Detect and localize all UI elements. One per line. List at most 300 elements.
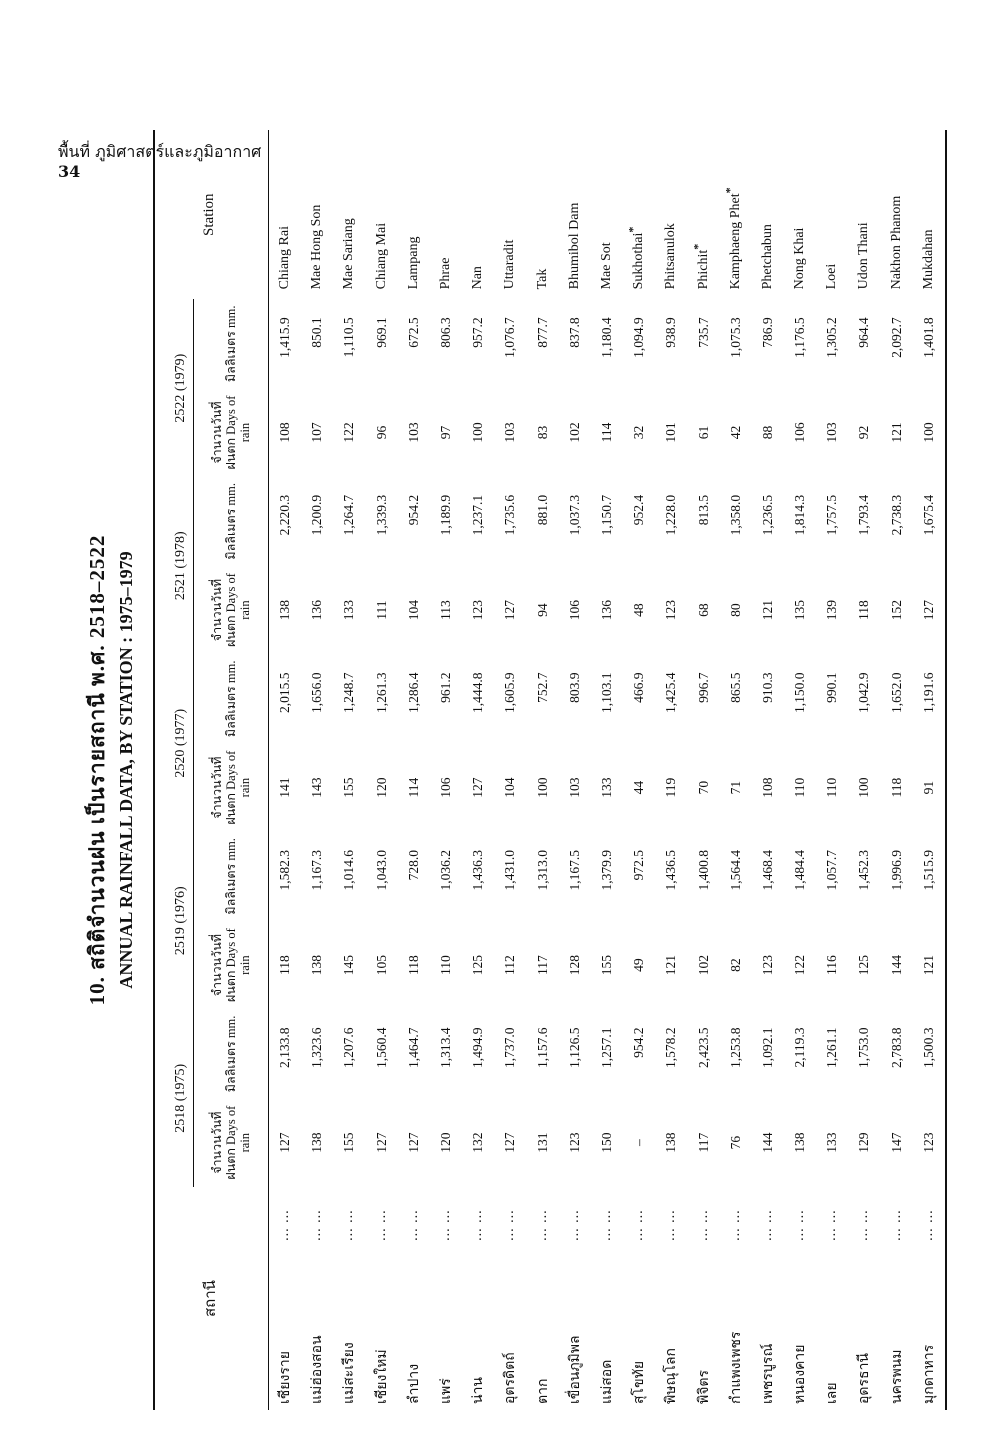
days-of-rain-cell: 122 xyxy=(341,422,357,443)
station-english-cell xyxy=(913,130,946,299)
leader-dots: ... ... xyxy=(824,1209,840,1241)
rainfall-mm-cell: 1,176.5 xyxy=(792,317,808,358)
rainfall-mm-cell: 1,757.5 xyxy=(824,494,840,536)
rainfall-mm-cell: 1,425.4 xyxy=(663,672,679,713)
days-of-rain-cell: 106 xyxy=(566,599,582,621)
table-row xyxy=(430,130,462,1410)
rainfall-mm-cell: 752.7 xyxy=(534,672,550,703)
rainfall-mm-cell: 806.3 xyxy=(438,317,454,348)
rainfall-mm-cell: 2,783.8 xyxy=(888,1027,904,1069)
days-of-rain-cell: 76 xyxy=(727,1135,743,1150)
year-header: 2522 (1979) xyxy=(154,299,194,477)
rainfall-mm-cell: 803.9 xyxy=(566,672,582,703)
station-thai-name: อุดรธานี xyxy=(857,1353,873,1404)
station-thai-name: เชียงราย xyxy=(278,1351,294,1404)
rainfall-mm-cell: 1,484.4 xyxy=(792,849,808,891)
rainfall-table xyxy=(153,130,947,1410)
rainfall-mm-cell: 1,515.9 xyxy=(913,832,946,921)
rainfall-mm-cell: 1,189.9 xyxy=(438,494,454,536)
table-row xyxy=(366,130,398,1410)
station-thai-name: เลย xyxy=(825,1382,841,1404)
mm-header: มิลลิเมตร mm. xyxy=(194,832,269,921)
table-row xyxy=(494,130,526,1410)
rainfall-mm-cell: 1,207.6 xyxy=(341,1027,357,1069)
days-of-rain-cell: 121 xyxy=(913,921,946,1010)
days-of-rain-cell: 123 xyxy=(663,599,679,621)
rainfall-mm-cell: 1,313.0 xyxy=(534,849,550,891)
rainfall-mm-cell: 1,339.3 xyxy=(373,494,389,536)
days-of-rain-cell: 68 xyxy=(695,603,711,617)
rainfall-mm-cell: 1,200.9 xyxy=(309,494,325,536)
rainfall-mm-cell: 1,401.8 xyxy=(913,299,946,388)
days-of-rain-cell: 117 xyxy=(695,1132,711,1153)
mm-header: มิลลิเมตร mm. xyxy=(194,477,269,566)
station-english-name: Tak xyxy=(534,268,550,290)
days-of-rain-cell: 104 xyxy=(502,777,518,798)
days-of-rain-cell: 123 xyxy=(470,599,486,621)
rainfall-mm-cell: 786.9 xyxy=(759,317,775,348)
days-of-rain-cell: 133 xyxy=(341,599,357,621)
days-of-rain-cell: 96 xyxy=(373,425,389,440)
station-thai-name: เชียงใหม่ xyxy=(374,1349,390,1404)
station-thai-name: กำแพงเพชร xyxy=(728,1331,744,1404)
rainfall-mm-cell: 1,996.9 xyxy=(888,849,904,891)
table-row xyxy=(527,130,559,1410)
days-of-rain-cell: 118 xyxy=(888,777,904,798)
rainfall-mm-cell: 1,305.2 xyxy=(824,317,840,358)
rotated-table-page xyxy=(75,130,937,1410)
station-thai-name: แม่สะเรียง xyxy=(342,1342,358,1404)
rainfall-mm-cell: 1,358.0 xyxy=(727,494,743,536)
rainfall-mm-cell: 1,014.6 xyxy=(341,849,357,891)
days-of-rain-cell: 123 xyxy=(759,955,775,976)
rainfall-mm-cell: 1,043.0 xyxy=(373,849,389,891)
rainfall-mm-cell: 961.2 xyxy=(438,672,454,703)
station-english-name: Mae Sot xyxy=(598,242,614,290)
days-of-rain-cell: 88 xyxy=(759,425,775,440)
days-of-rain-cell: 138 xyxy=(277,599,293,621)
rainfall-mm-cell: 996.7 xyxy=(695,672,711,703)
station-thai-name: น่าน xyxy=(471,1376,487,1404)
days-of-rain-cell: 114 xyxy=(598,422,614,443)
mm-header: มิลลิเมตร mm. xyxy=(194,299,269,388)
days-of-rain-cell: 139 xyxy=(824,599,840,621)
station-english-cell xyxy=(623,130,655,299)
station-english-cell xyxy=(784,130,816,299)
rainfall-mm-cell: 1,257.1 xyxy=(598,1027,614,1069)
days-of-rain-cell: 102 xyxy=(566,422,582,443)
station-english-name: Phetchabun xyxy=(759,224,775,290)
leader-dots: ... ... xyxy=(663,1209,679,1241)
table-row xyxy=(559,130,591,1410)
rainfall-mm-cell: 1,452.3 xyxy=(856,849,872,891)
rainfall-mm-cell: 1,400.8 xyxy=(695,849,711,891)
leader-dots: ... ... xyxy=(566,1209,582,1241)
leader-dots: ... ... xyxy=(631,1209,647,1241)
rainfall-mm-cell: 972.5 xyxy=(631,849,647,881)
rainfall-mm-cell: 1,753.0 xyxy=(856,1027,872,1069)
rainfall-mm-cell: 1,126.5 xyxy=(566,1027,582,1069)
table-row xyxy=(623,130,655,1410)
station-thai-name: ตาก xyxy=(535,1378,551,1404)
rainfall-mm-cell: 813.5 xyxy=(695,494,711,526)
days-of-rain-cell: 131 xyxy=(534,1132,550,1153)
leader-dots: ... ... xyxy=(759,1209,775,1241)
days-of-rain-cell: 42 xyxy=(727,425,743,440)
table-row xyxy=(881,130,913,1410)
days-of-rain-cell: 155 xyxy=(341,777,357,798)
station-english-name: Mae Hong Son xyxy=(309,204,325,290)
table-title-english: ANNUAL RAINFALL DATA, BY STATION : 1975–1979 xyxy=(116,551,136,989)
days-of-rain-cell: 127 xyxy=(277,1132,293,1153)
days-of-rain-cell: 150 xyxy=(598,1132,614,1153)
rainfall-mm-cell: 1,468.4 xyxy=(759,849,775,891)
table-row xyxy=(398,130,430,1410)
table-row xyxy=(462,130,494,1410)
station-thai-name: อุตรดิตถ์ xyxy=(503,1352,519,1404)
days-of-rain-cell: 152 xyxy=(888,599,904,621)
days-of-rain-cell: 144 xyxy=(888,955,904,976)
days-of-rain-cell: 32 xyxy=(631,425,647,440)
station-english-name: Phrae xyxy=(438,257,454,290)
days-of-rain-cell: 112 xyxy=(502,955,518,976)
rainfall-mm-cell: 2,738.3 xyxy=(888,494,904,536)
station-thai-name: พิจิตร xyxy=(696,1369,712,1404)
days-of-rain-cell: 155 xyxy=(341,1132,357,1153)
days-of-rain-cell: 144 xyxy=(759,1132,775,1153)
days-of-rain-cell: 83 xyxy=(534,425,550,440)
days-of-rain-cell: 117 xyxy=(534,955,550,976)
rainfall-mm-cell: 990.1 xyxy=(824,672,840,703)
station-english-cell xyxy=(816,130,848,299)
days-of-rain-cell: 103 xyxy=(502,422,518,443)
station-english-cell xyxy=(398,130,430,299)
rainfall-mm-cell: 877.7 xyxy=(534,317,550,348)
days-of-rain-cell: 100 xyxy=(856,777,872,798)
days-of-rain-cell: – xyxy=(631,1139,647,1147)
days-of-rain-cell: 147 xyxy=(888,1132,904,1153)
rainfall-mm-cell: 1,150.7 xyxy=(598,494,614,536)
rainfall-mm-cell: 1,036.2 xyxy=(438,849,454,891)
rainfall-mm-cell: 1,379.9 xyxy=(598,849,614,891)
days-of-rain-cell: 138 xyxy=(309,1132,325,1153)
rainfall-mm-cell: 1,814.3 xyxy=(792,494,808,536)
rainfall-mm-cell: 954.2 xyxy=(405,494,421,526)
days-of-rain-cell: 71 xyxy=(727,780,743,795)
days-of-rain-header: จำนวนวันที่ ฝนตก Days of rain xyxy=(194,921,269,1010)
station-english-name: Chiang Mai xyxy=(373,222,389,290)
table-row xyxy=(913,130,946,1410)
days-of-rain-cell: 80 xyxy=(727,603,743,617)
rainfall-mm-cell: 1,578.2 xyxy=(663,1027,679,1069)
rainfall-mm-cell: 672.5 xyxy=(405,317,421,348)
days-of-rain-cell: 111 xyxy=(373,600,389,620)
days-of-rain-cell: 49 xyxy=(631,958,647,972)
days-of-rain-cell: 127 xyxy=(913,566,946,655)
days-of-rain-cell: 48 xyxy=(631,603,647,617)
table-row xyxy=(655,130,687,1410)
leader-dots: ... ... xyxy=(888,1209,904,1241)
rainfall-mm-cell: 1,652.0 xyxy=(888,672,904,713)
days-of-rain-cell: 91 xyxy=(913,743,946,832)
rainfall-mm-cell: 1,582.3 xyxy=(277,849,293,891)
station-english-cell xyxy=(333,130,365,299)
days-of-rain-cell: 145 xyxy=(341,955,357,976)
station-thai-name: นครพนม xyxy=(889,1349,905,1404)
rainfall-mm-cell: 1,436.3 xyxy=(470,849,486,891)
days-of-rain-cell: 116 xyxy=(824,955,840,976)
rainfall-mm-cell: 1,092.1 xyxy=(759,1027,775,1069)
station-english-cell xyxy=(591,130,623,299)
leader-dots: ... ... xyxy=(438,1209,454,1241)
rainfall-mm-cell: 1,075.3 xyxy=(727,317,743,358)
table-row xyxy=(333,130,365,1410)
rainfall-mm-cell: 2,133.8 xyxy=(277,1027,293,1069)
days-of-rain-cell: 110 xyxy=(792,777,808,798)
station-english-cell xyxy=(752,130,784,299)
days-of-rain-cell: 138 xyxy=(792,1132,808,1153)
leader-dots: ... ... xyxy=(277,1209,293,1241)
rainfall-mm-cell: 1,237.1 xyxy=(470,494,486,536)
station-thai-name: เพชรบูรณ์ xyxy=(760,1343,776,1404)
station-thai-header: สถานี xyxy=(154,1187,269,1410)
mm-header: มิลลิเมตร mm. xyxy=(194,1010,269,1099)
days-of-rain-header: จำนวนวันที่ ฝนตก Days of rain xyxy=(194,1098,269,1187)
leader-dots: ... ... xyxy=(534,1209,550,1241)
days-of-rain-cell: 106 xyxy=(438,777,454,798)
rainfall-mm-cell: 1,500.3 xyxy=(913,1010,946,1099)
station-english-cell xyxy=(269,130,302,299)
station-thai-name: เขื่อนภูมิพล xyxy=(567,1335,583,1404)
page-title: พื้นที่ ภูมิศาสตร์และภูมิอากาศ xyxy=(58,142,262,161)
rainfall-mm-cell: 1,248.7 xyxy=(341,672,357,713)
rainfall-mm-cell: 728.0 xyxy=(405,849,421,881)
mm-header: มิลลิเมตร mm. xyxy=(194,654,269,743)
table-row xyxy=(752,130,784,1410)
days-of-rain-cell: 141 xyxy=(277,777,293,798)
rainfall-mm-cell: 952.4 xyxy=(631,494,647,526)
footnote-mark: * xyxy=(689,243,704,250)
rainfall-mm-cell: 1,037.3 xyxy=(566,494,582,536)
leader-dots: ... ... xyxy=(309,1209,325,1241)
station-thai-name: มุกดาหาร xyxy=(913,1247,946,1410)
station-english-cell xyxy=(720,130,752,299)
rainfall-mm-cell: 1,110.5 xyxy=(341,317,357,358)
leader-dots: ... ... xyxy=(792,1209,808,1241)
rainfall-mm-cell: 1,236.5 xyxy=(759,494,775,536)
days-of-rain-cell: 61 xyxy=(695,425,711,440)
rainfall-mm-cell: 735.7 xyxy=(695,317,711,348)
station-english-cell xyxy=(559,130,591,299)
days-of-rain-cell: 103 xyxy=(405,422,421,443)
station-english-name: Loei xyxy=(824,263,840,290)
station-thai-name: สุโขทัย xyxy=(632,1360,648,1404)
station-thai-name: หนองคาย xyxy=(793,1344,809,1404)
station-english-name: Sukhothai xyxy=(631,232,647,290)
rainfall-mm-cell: 2,220.3 xyxy=(277,494,293,536)
days-of-rain-cell: 155 xyxy=(598,955,614,976)
table-body xyxy=(269,130,946,1410)
rainfall-mm-cell: 1,564.4 xyxy=(727,849,743,891)
days-of-rain-cell: 122 xyxy=(792,955,808,976)
days-of-rain-cell: 114 xyxy=(405,777,421,798)
page-number: 34 xyxy=(58,162,81,181)
days-of-rain-cell: 100 xyxy=(470,422,486,443)
station-english-name: Udon Thani xyxy=(856,222,872,290)
rainfall-mm-cell: 1,560.4 xyxy=(373,1027,389,1069)
station-english-header: Station xyxy=(154,130,269,299)
days-of-rain-cell: 138 xyxy=(309,955,325,976)
days-of-rain-cell: 70 xyxy=(695,780,711,795)
days-of-rain-cell: 127 xyxy=(373,1132,389,1153)
rainfall-mm-cell: 1,228.0 xyxy=(663,494,679,536)
rainfall-mm-cell: 1,057.7 xyxy=(824,849,840,891)
days-of-rain-cell: 136 xyxy=(309,599,325,621)
days-of-rain-header: จำนวนวันที่ ฝนตก Days of rain xyxy=(194,388,269,477)
days-of-rain-cell: 127 xyxy=(470,777,486,798)
rainfall-mm-cell: 957.2 xyxy=(470,317,486,348)
days-of-rain-cell: 127 xyxy=(502,1132,518,1153)
days-of-rain-cell: 138 xyxy=(663,1132,679,1153)
days-of-rain-cell: 103 xyxy=(824,422,840,443)
days-of-rain-cell: 118 xyxy=(277,955,293,976)
days-of-rain-cell: 110 xyxy=(438,955,454,976)
table-row xyxy=(816,130,848,1410)
days-of-rain-cell: 82 xyxy=(727,958,743,972)
leader-dots: ... ... xyxy=(598,1209,614,1241)
rainfall-mm-cell: 1,735.6 xyxy=(502,494,518,536)
year-header: 2519 (1976) xyxy=(154,832,194,1010)
days-of-rain-cell: 125 xyxy=(856,955,872,976)
rainfall-mm-cell: 969.1 xyxy=(373,317,389,348)
rainfall-mm-cell: 1,042.9 xyxy=(856,672,872,713)
rainfall-mm-cell: 1,415.9 xyxy=(277,317,293,358)
rainfall-mm-cell: 881.0 xyxy=(534,494,550,526)
days-of-rain-cell: 123 xyxy=(913,1098,946,1187)
station-english-cell xyxy=(687,130,719,299)
rainfall-mm-cell: 1,167.3 xyxy=(309,849,325,891)
table-row xyxy=(269,130,302,1410)
rainfall-mm-cell: 850.1 xyxy=(309,317,325,348)
table-row xyxy=(591,130,623,1410)
days-of-rain-cell: 106 xyxy=(792,422,808,443)
leader-dots: ... ... xyxy=(373,1209,389,1241)
leader-dots: ... ... xyxy=(727,1209,743,1241)
days-of-rain-cell: 97 xyxy=(438,425,454,440)
days-of-rain-cell: 125 xyxy=(470,955,486,976)
days-of-rain-cell: 94 xyxy=(534,603,550,617)
days-of-rain-cell: 108 xyxy=(277,422,293,443)
days-of-rain-cell: 101 xyxy=(663,422,679,443)
rainfall-mm-cell: 1,167.5 xyxy=(566,849,582,891)
rainfall-mm-cell: 1,464.7 xyxy=(405,1027,421,1069)
rainfall-mm-cell: 1,094.9 xyxy=(631,317,647,358)
station-english-cell xyxy=(494,130,526,299)
station-english-name: Mukdahan xyxy=(920,229,936,290)
table-row xyxy=(687,130,719,1410)
station-thai-name: พิษณุโลก xyxy=(664,1347,680,1404)
year-header: 2521 (1978) xyxy=(154,477,194,655)
year-header: 2520 (1977) xyxy=(154,654,194,832)
station-english-cell xyxy=(848,130,880,299)
table-row xyxy=(720,130,752,1410)
leader-dots: ... ... xyxy=(913,1187,946,1247)
days-of-rain-cell: 44 xyxy=(631,780,647,795)
station-thai-name: แพร่ xyxy=(439,1378,455,1404)
station-english-name: Chiang Rai xyxy=(277,226,293,290)
days-of-rain-cell: 104 xyxy=(405,599,421,621)
rainfall-mm-cell: 1,103.1 xyxy=(598,672,614,713)
rainfall-mm-cell: 1,286.4 xyxy=(405,672,421,713)
rainfall-mm-cell: 2,423.5 xyxy=(695,1027,711,1069)
station-english-cell xyxy=(527,130,559,299)
station-english-name: Bhumibol Dam xyxy=(566,202,582,290)
days-of-rain-cell: 133 xyxy=(824,1132,840,1153)
rainfall-mm-cell: 910.3 xyxy=(759,672,775,703)
rainfall-mm-cell: 1,605.9 xyxy=(502,672,518,713)
days-of-rain-cell: 120 xyxy=(438,1132,454,1153)
days-of-rain-cell: 92 xyxy=(856,425,872,440)
station-english-name: Kamphaeng Phet xyxy=(727,193,743,290)
days-of-rain-cell: 143 xyxy=(309,777,325,798)
table-row xyxy=(784,130,816,1410)
rainfall-mm-cell: 1,313.4 xyxy=(438,1027,454,1069)
station-english-name: Phitsanulok xyxy=(663,223,679,290)
days-of-rain-cell: 132 xyxy=(470,1132,486,1153)
station-english-cell xyxy=(655,130,687,299)
station-english-name: Mae Sariang xyxy=(341,218,357,290)
table-row xyxy=(848,130,880,1410)
days-of-rain-cell: 105 xyxy=(373,955,389,976)
rainfall-mm-cell: 1,261.1 xyxy=(824,1027,840,1069)
days-of-rain-cell: 100 xyxy=(534,777,550,798)
rainfall-mm-cell: 938.9 xyxy=(663,317,679,348)
station-thai-name: ลำปาง xyxy=(406,1363,422,1404)
rainfall-mm-cell: 1,261.3 xyxy=(373,672,389,713)
rainfall-mm-cell: 865.5 xyxy=(727,672,743,703)
rainfall-mm-cell: 1,180.4 xyxy=(598,317,614,358)
station-thai-name: แม่ฮ่องสอน xyxy=(310,1335,326,1404)
year-header: 2518 (1975) xyxy=(154,1010,194,1188)
rainfall-mm-cell: 964.4 xyxy=(856,317,872,348)
days-of-rain-cell: 118 xyxy=(856,600,872,620)
rainfall-mm-cell: 1,150.0 xyxy=(792,672,808,713)
days-of-rain-cell: 127 xyxy=(405,1132,421,1153)
days-of-rain-cell: 100 xyxy=(913,388,946,477)
table-row xyxy=(301,130,333,1410)
rainfall-mm-cell: 1,431.0 xyxy=(502,849,518,891)
rainfall-mm-cell: 1,737.0 xyxy=(502,1027,518,1069)
rainfall-mm-cell: 1,675.4 xyxy=(913,477,946,566)
days-of-rain-cell: 110 xyxy=(824,777,840,798)
days-of-rain-cell: 133 xyxy=(598,777,614,798)
days-of-rain-cell: 121 xyxy=(663,955,679,976)
days-of-rain-cell: 118 xyxy=(405,955,421,976)
leader-dots: ... ... xyxy=(405,1209,421,1241)
days-of-rain-cell: 120 xyxy=(373,777,389,798)
station-english-name: Phichit xyxy=(695,249,711,290)
days-of-rain-cell: 113 xyxy=(438,600,454,620)
station-english-cell xyxy=(430,130,462,299)
rainfall-mm-cell: 837.8 xyxy=(566,317,582,348)
rainfall-mm-cell: 954.2 xyxy=(631,1027,647,1058)
leader-dots: ... ... xyxy=(695,1209,711,1241)
rainfall-mm-cell: 2,119.3 xyxy=(792,1027,808,1068)
rainfall-mm-cell: 1,494.9 xyxy=(470,1027,486,1069)
days-of-rain-cell: 107 xyxy=(309,422,325,443)
rainfall-mm-cell: 1,191.6 xyxy=(913,654,946,743)
station-english-cell xyxy=(462,130,494,299)
